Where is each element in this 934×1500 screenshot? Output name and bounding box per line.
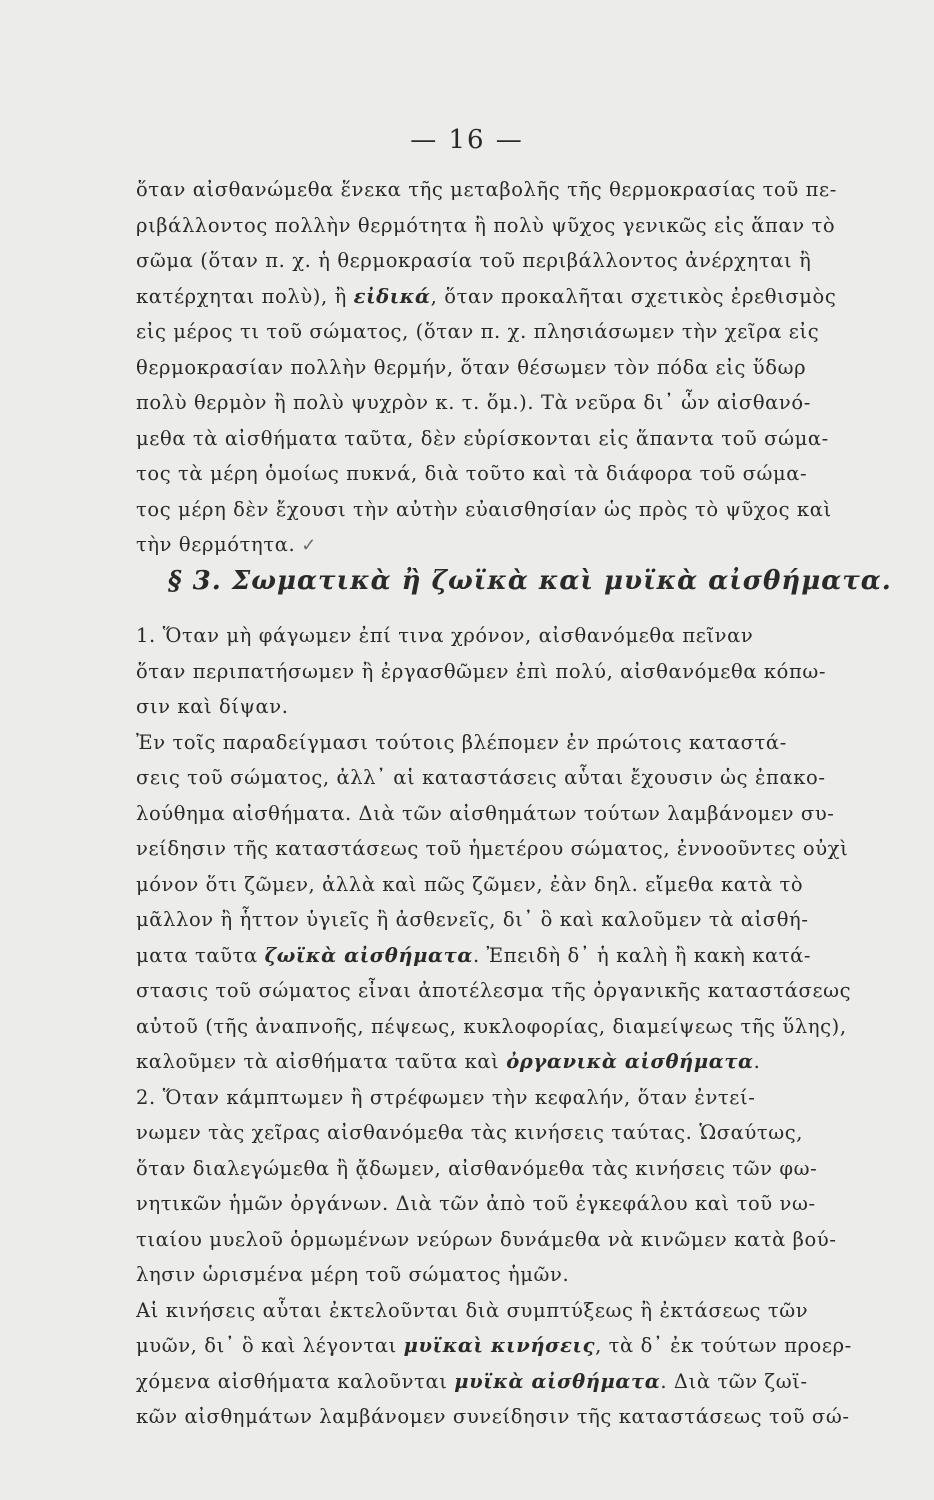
text-line: σεις τοῦ σώματος, ἀλλ᾽ αἱ καταστάσεις αὗται ἔχουσιν ὡς ἐπακο-	[136, 766, 826, 789]
text-line: τὴν θερμότητα. ✓	[136, 533, 317, 556]
text-line: μεθα τὰ αἰσθήματα ταῦτα, δὲν εὑρίσκονται εἰς ἅπαντα τοῦ σώμα-	[136, 426, 829, 450]
text-line: τος μέρη δὲν ἔχουσι τὴν αὐτὴν εὐαισθησίαν ὡς πρὸς τὸ ψῦχος καὶ	[136, 497, 832, 521]
pencil-margin-mark: ✓	[301, 535, 317, 556]
text-line: Ἐν τοῖς παραδείγμασι τούτοις βλέπομεν ἐν πρώτοις καταστά-	[136, 730, 787, 754]
text-line: Αἱ κινήσεις αὗται ἐκτελοῦνται διὰ συμπτύξεως ἢ ἐκτάσεως τῶν	[136, 1298, 809, 1322]
emphasized-term: ζωϊκὰ αἰσθήματα	[264, 943, 473, 967]
text-line: τος τὰ μέρη ὁμοίως πυκνά, διὰ τοῦτο καὶ τὰ διάφορα τοῦ σώμα-	[136, 462, 808, 485]
section-heading: § 3. Σωματικὰ ἢ ζωϊκὰ καὶ μυϊκὰ αἰσθήματα.	[168, 566, 892, 596]
text-line: αὐτοῦ (τῆς ἀναπνοῆς, πέψεως, κυκλοφορίας, διαμείψεως τῆς ὕλης),	[136, 1014, 847, 1038]
text-line: χόμενα αἰσθήματα καλοῦνται μυϊκὰ αἰσθήματα. Διὰ τῶν ζωϊ-	[136, 1369, 808, 1393]
text-line: ὅταν αἰσθανώμεθα ἕνεκα τῆς μεταβολῆς τῆς θερμοκρασίας τοῦ πε-	[136, 178, 837, 201]
text-line: στασις τοῦ σώματος εἶναι ἀποτέλεσμα τῆς ὀργανικῆς καταστάσεως	[136, 979, 852, 1002]
text-line: εἰς μέρος τι τοῦ σώματος, (ὅταν π. χ. πλησιάσωμεν τὴν χεῖρα εἰς	[136, 320, 820, 343]
text-line: ματα ταῦτα ζωϊκὰ αἰσθήματα. Ἐπειδὴ δ᾽ ἡ καλὴ ἢ κακὴ κατά-	[136, 943, 812, 967]
emphasized-term: ὀργανικὰ αἰσθήματα	[506, 1050, 754, 1073]
text-line: ριβάλλοντος πολλὴν θερμότητα ἢ πολὺ ψῦχος γενικῶς εἰς ἅπαν τὸ	[136, 213, 836, 237]
text-line: κῶν αἰσθημάτων λαμβάνομεν συνείδησιν τῆς καταστάσεως τοῦ σώ-	[136, 1405, 850, 1428]
text-line: νητικῶν ἡμῶν ὀργάνων. Διὰ τῶν ἀπὸ τοῦ ἐγκεφάλου καὶ τοῦ νω-	[136, 1192, 816, 1215]
text-line: μόνον ὅτι ζῶμεν, ἀλλὰ καὶ πῶς ζῶμεν, ἐὰν δηλ. εἴμεθα κατὰ τὸ	[136, 872, 804, 896]
text-line: νωμεν τὰς χεῖρας αἰσθανόμεθα τὰς κινήσεις ταύτας. Ὡσαύτως,	[136, 1121, 804, 1144]
text-line: ὅταν διαλεγώμεθα ἢ ᾄδωμεν, αἰσθανόμεθα τὰς κινήσεις τῶν φω-	[136, 1156, 818, 1180]
text-line: λησιν ὡρισμένα μέρη τοῦ σώματος ἡμῶν.	[136, 1263, 570, 1286]
text-line: τιαίου μυελοῦ ὁρμωμένων νεύρων δυνάμεθα νὰ κινῶμεν κατὰ βού-	[136, 1227, 837, 1251]
emphasized-term: μυϊκαὶ κινήσεις	[403, 1334, 596, 1357]
paragraph-temperature-sensations	[136, 172, 884, 564]
text-line: μᾶλλον ἢ ἧττον ὑγιεῖς ἢ ἀσθενεῖς, δι᾽ ὃ καὶ καλοῦμεν τὰ αἰσθή-	[136, 908, 809, 931]
text-line: νείδησιν τῆς καταστάσεως τοῦ ἡμετέρου σώματος, ἐννοοῦντες οὐχὶ	[136, 837, 849, 860]
text-line: καλοῦμεν τὰ αἰσθήματα ταῦτα καὶ ὀργανικὰ αἰσθήματα.	[136, 1050, 761, 1073]
emphasized-term: μυϊκὰ αἰσθήματα	[454, 1369, 661, 1393]
paragraph-bodily-muscular-sensations	[136, 618, 884, 1435]
text-line: ὅταν περιπατήσωμεν ἢ ἐργασθῶμεν ἐπὶ πολύ, αἰσθανόμεθα κόπω-	[136, 659, 827, 683]
text-line: λούθημα αἰσθήματα. Διὰ τῶν αἰσθημάτων τούτων λαμβάνομεν συ-	[136, 801, 835, 825]
page-number: — 16 —	[410, 125, 524, 155]
text-line: θερμοκρασίαν πολλὴν θερμήν, ὅταν θέσωμεν τὸν πόδα εἰς ὕδωρ	[136, 355, 807, 379]
text-line: 1. Ὅταν μὴ φάγωμεν ἐπί τινα χρόνον, αἰσθανόμεθα πεῖναν	[136, 624, 754, 647]
text-line: 2. Ὅταν κάμπτωμεν ἢ στρέφωμεν τὴν κεφαλήν, ὅταν ἐντεί-	[136, 1085, 756, 1109]
text-line: πολὺ θερμὸν ἢ πολὺ ψυχρὸν κ. τ. ὅμ.). Τὰ νεῦρα δι᾽ ὧν αἰσθανό-	[136, 391, 811, 414]
text-line: σιν καὶ δίψαν.	[136, 695, 289, 718]
text-line: μυῶν, δι᾽ ὃ καὶ λέγονται μυϊκαὶ κινήσεις, τὰ δ᾽ ἐκ τούτων προερ-	[136, 1334, 852, 1357]
text-line: κατέρχηται πολὺ), ἢ εἰδικά, ὅταν προκαλῆται σχετικὸς ἐρεθισμὸς	[136, 284, 837, 308]
text-line: σῶμα (ὅταν π. χ. ἡ θερμοκρασία τοῦ περιβάλλοντος ἀνέρχηται ἢ	[136, 249, 812, 272]
emphasized-term: εἰδικά	[353, 284, 431, 308]
